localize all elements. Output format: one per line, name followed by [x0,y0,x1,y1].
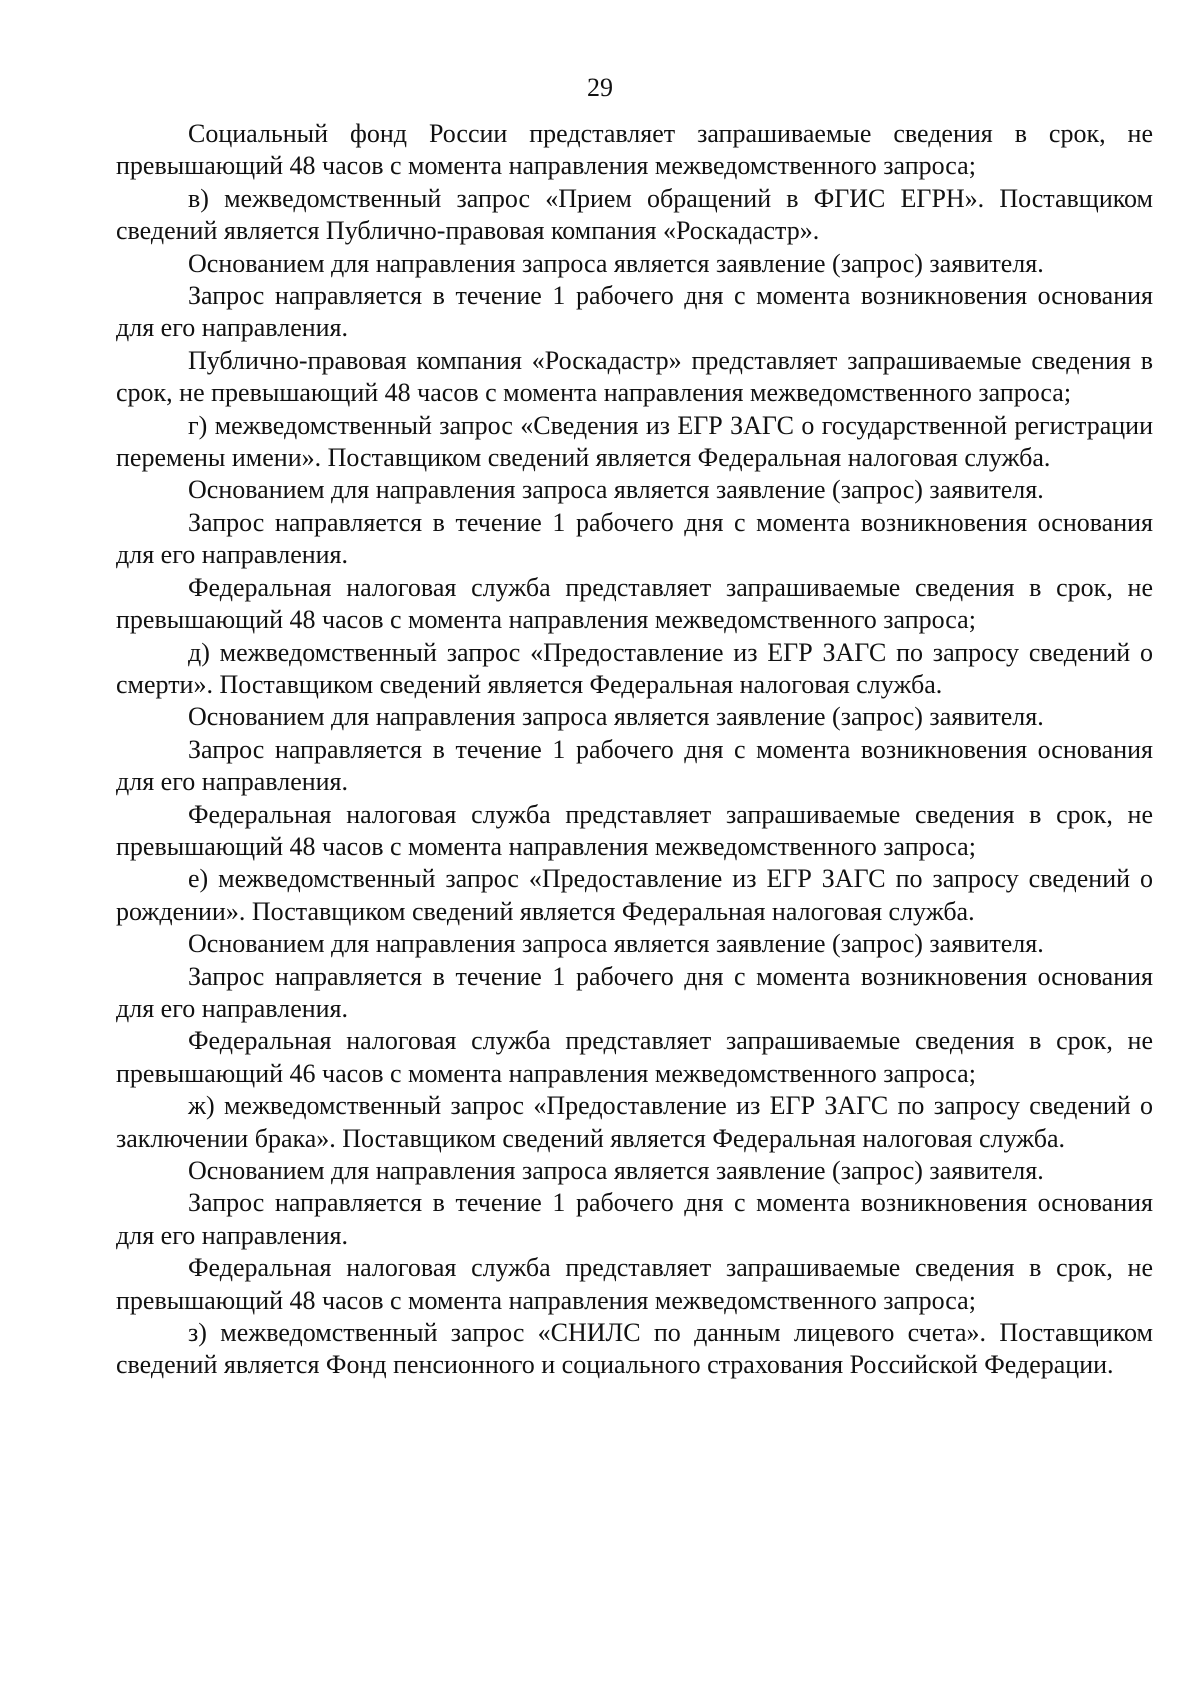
paragraph: Публично-правовая компания «Роскадастр» представляет запрашиваемые сведения в срок, не превышающий 48 часов с момента направления межведомственного запроса; [116,345,1153,408]
paragraph: Основанием для направления запроса является заявление (запрос) заявителя. [188,475,1044,505]
paragraph: з) межведомственный запрос «СНИЛС по данным лицевого счета». Поставщиком сведений является Фонд пенсионного и социального страхования Российской Федерации. [116,1318,1153,1380]
paragraph: д) межведомственный запрос «Предоставление из ЕГР ЗАГС по запросу сведений о смерти». Поставщиком сведений является Федеральная налоговая служба. [116,637,1153,699]
paragraph: Основанием для направления запроса является заявление (запрос) заявителя. [188,1156,1044,1185]
document-body [116,118,1153,1382]
paragraph: ж) межведомственный запрос «Предоставление из ЕГР ЗАГС по запросу сведений о заключении брака». Поставщиком сведений является Федеральная налоговая служба. [116,1091,1153,1153]
paragraph: г) межведомственный запрос «Сведения из ЕГР ЗАГС о государственной регистрации перемены имени». Поставщиком сведений является Федеральная налоговая служба. [116,410,1153,473]
paragraph: Федеральная налоговая служба представляет запрашиваемые сведения в срок, не превышающий 48 часов с момента направления межведомственного запроса; [116,572,1153,635]
paragraph: Федеральная налоговая служба представляет запрашиваемые сведения в срок, не превышающий 48 часов с момента направления межведомственного запроса; [116,1253,1153,1315]
paragraph: Основанием для направления запроса является заявление (запрос) заявителя. [188,702,1044,732]
paragraph: Запрос направляется в течение 1 рабочего дня с момента возникновения основания для его направления. [116,1188,1153,1250]
paragraph: Социальный фонд России представляет запрашиваемые сведения в срок, не превышающий 48 часов с момента направления межведомственного запроса; [116,119,1153,181]
paragraph: Запрос направляется в течение 1 рабочего дня с момента возникновения основания для его направления. [116,734,1153,797]
paragraph: Основанием для направления запроса является заявление (запрос) заявителя. [188,248,1044,278]
paragraph: Запрос направляется в течение 1 рабочего дня с момента возникновения основания для его направления. [116,961,1153,1023]
paragraph: Основанием для направления запроса является заявление (запрос) заявителя. [188,929,1044,959]
paragraph: Федеральная налоговая служба представляет запрашиваемые сведения в срок, не превышающий 48 часов с момента направления межведомственного запроса; [116,799,1153,861]
paragraph: Запрос направляется в течение 1 рабочего дня с момента возникновения основания для его направления. [116,281,1153,343]
paragraph: е) межведомственный запрос «Предоставление из ЕГР ЗАГС по запросу сведений о рождении». Поставщиком сведений является Федеральная налоговая служба. [116,864,1153,926]
page-number: 29 [587,73,613,102]
paragraph: Федеральная налоговая служба представляет запрашиваемые сведения в срок, не превышающий 46 часов с момента направления межведомственного запроса; [116,1026,1153,1088]
paragraph: в) межведомственный запрос «Прием обращений в ФГИС ЕГРН». Поставщиком сведений является Публично-правовая компания «Роскадастр». [116,183,1153,246]
paragraph: Запрос направляется в течение 1 рабочего дня с момента возникновения основания для его направления. [116,507,1153,570]
